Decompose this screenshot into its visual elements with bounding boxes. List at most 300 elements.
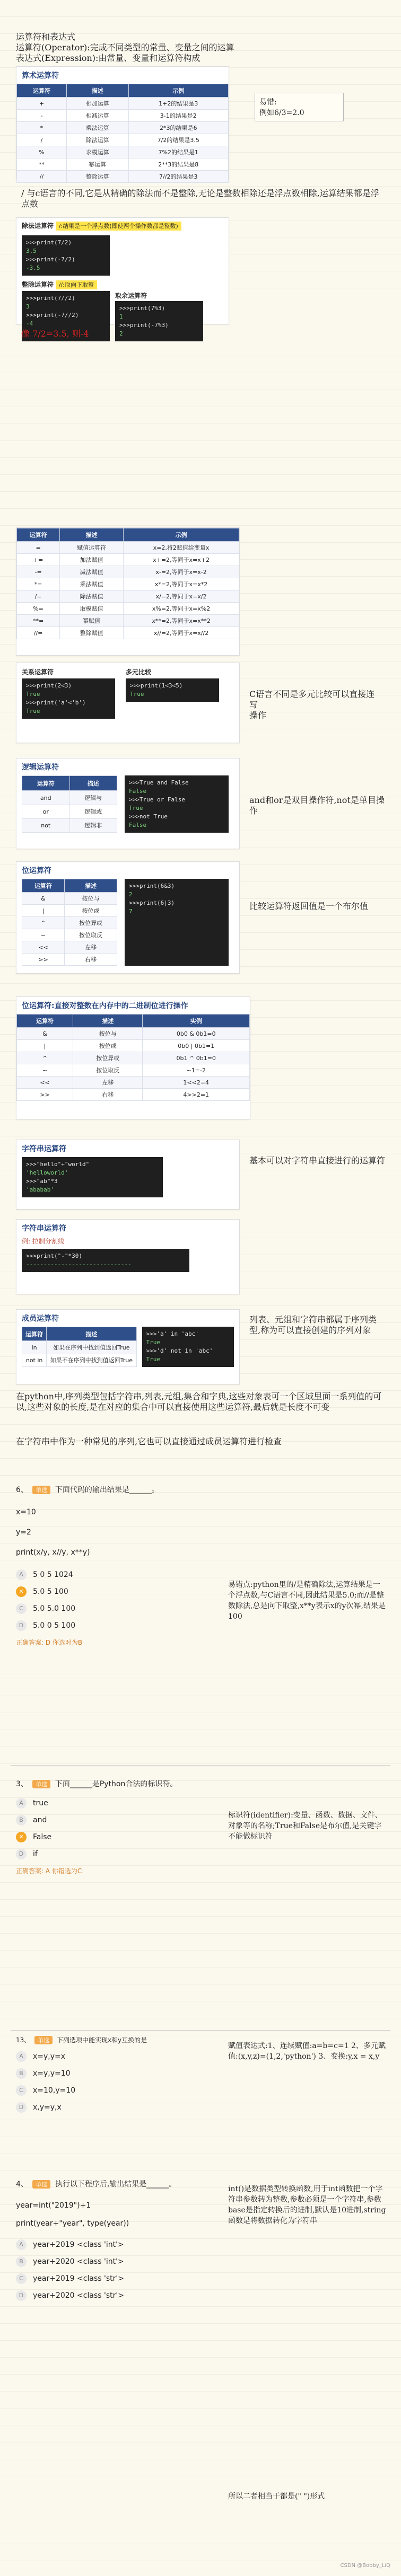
table-row xyxy=(17,554,239,566)
table-cell: 1<<2=4 xyxy=(143,1077,250,1089)
table-cell: ~1=-2 xyxy=(143,1064,250,1077)
table-cell: 按位或 xyxy=(73,1040,143,1052)
code-line: >>>not True xyxy=(129,813,168,820)
q6-code xyxy=(16,1502,217,1563)
logic-card xyxy=(16,758,240,849)
table-cell: 取模赋值 xyxy=(60,603,124,615)
table-cell: x%=2,等同于x=x%2 xyxy=(124,603,239,615)
table-cell: 整除赋值 xyxy=(60,627,124,639)
table-cell: x*=2,等同于x=x*2 xyxy=(124,578,239,590)
q4-num: 4、 xyxy=(16,2180,28,2189)
table-header: 示例 xyxy=(124,528,239,542)
arith-card xyxy=(16,66,229,179)
arith-note-text: 例如6/3=2.0 xyxy=(259,109,304,117)
header-line: 表达式(Expression):由常量、变量和运算符构成 xyxy=(16,53,201,63)
code-line: 2 xyxy=(129,891,133,898)
table-cell: + xyxy=(17,98,67,110)
table-cell: 按位取反 xyxy=(73,1064,143,1077)
table-cell: | xyxy=(22,905,65,917)
q6-answer-text: D 你选对为B xyxy=(45,1639,83,1646)
option-letter: D xyxy=(16,1849,27,1859)
question-3 xyxy=(16,1778,217,1875)
table-cell: 按位与 xyxy=(73,1028,143,1040)
logic-table xyxy=(22,775,117,833)
table-header: 描述 xyxy=(60,528,124,542)
table-cell: 幂赋值 xyxy=(60,615,124,627)
bits-title: 位运算符 xyxy=(22,867,51,875)
code-line: True xyxy=(130,691,144,698)
table-cell: 按位异或 xyxy=(73,1052,143,1064)
table-cell: 右移 xyxy=(73,1089,143,1101)
table-cell: | xyxy=(17,1040,73,1052)
answer-option[interactable] xyxy=(16,1847,217,1861)
option-text: 5.0 0 5 100 xyxy=(33,1621,76,1630)
table-cell: 3-1的结果是2 xyxy=(128,110,228,122)
code-line: 'ababab' xyxy=(26,1186,54,1193)
q3-answer xyxy=(16,1866,217,1875)
option-letter: A xyxy=(16,2051,27,2062)
question-4 xyxy=(16,2178,217,2306)
table-cell: x=2,将2赋值给变量x xyxy=(124,542,239,554)
option-text: if xyxy=(33,1850,38,1858)
compare-note-line: C语言不同是多元比较可以直接连写 xyxy=(249,689,375,710)
table-row xyxy=(22,1354,137,1366)
q3-num: 3、 xyxy=(16,1780,28,1788)
table-header: 示例 xyxy=(128,84,228,98)
q3-answer-prefix: 正确答案: xyxy=(16,1867,44,1875)
table-cell: << xyxy=(22,941,65,954)
table-header: 运算符 xyxy=(17,1014,73,1028)
table-row xyxy=(17,603,239,615)
answer-option[interactable] xyxy=(16,2050,217,2063)
table-row xyxy=(17,110,229,122)
compound-card xyxy=(16,527,240,656)
code-line: >>>print('a'<'b') xyxy=(26,699,86,706)
member-card xyxy=(16,1309,240,1384)
table-header: 运算符 xyxy=(22,879,65,893)
option-letter: B xyxy=(16,1815,27,1825)
option-letter: C xyxy=(16,2273,27,2284)
q4-code-line: print(year+"year", type(year)) xyxy=(16,2219,129,2228)
table-row xyxy=(17,1052,250,1064)
table-row xyxy=(17,566,239,578)
table-cell: 右移 xyxy=(64,954,117,966)
code-line: False xyxy=(129,822,147,828)
table-cell: 7/2的结果是3.5 xyxy=(128,134,228,146)
arith-note-title: 易错: xyxy=(259,98,277,107)
answer-option[interactable] xyxy=(16,1602,217,1616)
code-line: True xyxy=(146,1339,161,1346)
bits-note: 比较运算符返回值是一个布尔值 xyxy=(249,901,369,911)
option-text: true xyxy=(33,1799,48,1807)
option-text: x,y=y,x xyxy=(33,2103,62,2112)
option-text: x=y,y=x xyxy=(33,2052,66,2061)
code-line: True xyxy=(146,1356,161,1363)
logic-note: and和or是双目操作符,not是单目操作 xyxy=(249,795,385,816)
q3-tag: 单选 xyxy=(32,1780,50,1788)
divider xyxy=(11,2030,390,2031)
answer-option[interactable] xyxy=(16,2067,217,2080)
code-line: >>>"hello"+"world" xyxy=(26,1161,90,1168)
code-line: >>>print(7%3) xyxy=(119,305,165,312)
arith-table xyxy=(16,84,229,183)
q6-tag: 单选 xyxy=(32,1486,50,1494)
q6-answer xyxy=(16,1638,217,1647)
table-cell: = xyxy=(17,542,60,554)
table-row xyxy=(17,627,239,639)
q3-options xyxy=(16,1796,217,1861)
table-row xyxy=(17,98,229,110)
code-line: >>>"ab"*3 xyxy=(26,1178,58,1185)
q4-note: int()是数据类型转换函数,用于int函数把一个字符串参数转为整数,参数必须是一个字符串,参数base是指定转换后的进制,默认是10进制,string函数是将数据转化为字符串 xyxy=(228,2185,386,2225)
option-letter: A xyxy=(16,1569,27,1580)
para-floor-example: 像 7/2=3.5, 则-4 xyxy=(21,329,89,339)
div-desc: /:结果是一个浮点数(即使两个操作数都是整数) xyxy=(56,222,181,231)
logic-title: 逻辑运算符 xyxy=(22,763,59,772)
member-note: 列表、元组和字符串都属于序列类型,称为可以直接创建的序列对象 xyxy=(249,1315,377,1335)
option-text: False xyxy=(33,1833,52,1841)
compare-title: 关系运算符 xyxy=(22,668,54,676)
table-cell: 4>>2=1 xyxy=(143,1089,250,1101)
table-cell: not in xyxy=(22,1354,47,1366)
code-line: ------------------------------ xyxy=(26,1261,132,1268)
option-text: year+2019 <class 'int'> xyxy=(33,2240,124,2249)
option-letter: D xyxy=(16,2290,27,2301)
option-text: x=y,y=10 xyxy=(33,2069,71,2078)
table-row xyxy=(17,542,239,554)
table-cell: >> xyxy=(22,954,65,966)
table-row xyxy=(17,146,229,158)
table-cell: 减法赋值 xyxy=(60,566,124,578)
option-text: 5.0 5 100 xyxy=(33,1587,68,1596)
table-cell: 逻辑非 xyxy=(69,818,117,832)
table-cell: %= xyxy=(17,603,60,615)
table-cell: 除法赋值 xyxy=(60,590,124,603)
table-row xyxy=(17,171,229,183)
code-line: >>>'d' not in 'abc' xyxy=(146,1347,213,1354)
option-letter: A xyxy=(16,1798,27,1809)
strops-code xyxy=(22,1157,163,1197)
code-line: -3.5 xyxy=(26,264,40,271)
q6-note: 易错点:python里的/是精确除法,运算结果是一个浮点数,与C语言不同,因此结果是5.0;而//是整数除法,总是向下取整,x**y表示x的y次幂,结果是100 xyxy=(228,1581,386,1621)
table-cell: -= xyxy=(17,566,60,578)
code-line: >>>print(-7//2) xyxy=(26,312,79,319)
answer-option[interactable] xyxy=(16,2272,217,2286)
strops2-title: 字符串运算符 xyxy=(22,1224,66,1233)
table-cell: 如果不在序列中找到值返回True xyxy=(47,1354,136,1366)
option-letter: B xyxy=(16,2068,27,2079)
mod-code xyxy=(115,301,203,341)
table-cell: ^ xyxy=(17,1052,73,1064)
code-line: -4 xyxy=(26,320,33,327)
code-line: False xyxy=(129,788,147,795)
q13-options xyxy=(16,2050,217,2114)
q6-options xyxy=(16,1568,217,1633)
q6-code-line: x=10 xyxy=(16,1508,36,1516)
q3-text: 下面______是Python合法的标识符。 xyxy=(55,1780,178,1788)
code-line: True xyxy=(129,805,143,811)
q13-tag: 单选 xyxy=(34,2036,53,2044)
table-row xyxy=(22,917,117,929)
div-code xyxy=(22,235,110,276)
code-line: 2 xyxy=(119,330,123,337)
table-cell: 1+2的结果是3 xyxy=(128,98,228,110)
table-row xyxy=(17,1040,250,1052)
question-13 xyxy=(16,2035,217,2118)
table-row xyxy=(22,954,117,966)
table-header: 描述 xyxy=(67,84,129,98)
table-cell: 幂运算 xyxy=(67,158,129,171)
code-line: >>>'a' in 'abc' xyxy=(146,1330,199,1337)
table-cell: x**=2,等同于x=x**2 xyxy=(124,615,239,627)
table-cell: x+=2,等同于x=x+2 xyxy=(124,554,239,566)
table-cell: 相减运算 xyxy=(67,110,129,122)
table-cell: 赋值运算符 xyxy=(60,542,124,554)
table-cell: 按位取反 xyxy=(64,929,117,941)
multi-compare-code xyxy=(126,678,219,702)
table-cell: 逻辑与 xyxy=(69,791,117,805)
strops2-card xyxy=(16,1219,240,1294)
table-cell: - xyxy=(17,110,67,122)
answer-option[interactable] xyxy=(16,1585,217,1599)
answer-option[interactable] xyxy=(16,2084,217,2097)
member-title: 成员运算符 xyxy=(22,1315,59,1323)
table-header: 运算符 xyxy=(22,776,70,791)
question-6 xyxy=(16,1484,217,1647)
table-cell: ~ xyxy=(22,929,65,941)
answer-option[interactable] xyxy=(16,2238,217,2252)
q6-code-line: print(x/y, x//y, x**y) xyxy=(16,1548,90,1557)
q6-num: 6、 xyxy=(16,1486,28,1494)
answer-option[interactable] xyxy=(16,1619,217,1633)
q4-code-line: year=int("2019")+1 xyxy=(16,2201,91,2210)
option-text: 5.0 5.0 100 xyxy=(33,1604,76,1613)
option-text: and xyxy=(33,1816,47,1824)
code-line: >>>print(7/2) xyxy=(26,239,72,246)
compare-note-line: 操作 xyxy=(249,710,267,720)
member-table xyxy=(22,1327,137,1367)
header-notes xyxy=(16,32,387,64)
table-header: 描述 xyxy=(64,879,117,893)
table-cell: x-=2,等同于x=x-2 xyxy=(124,566,239,578)
strops-title: 字符串运算符 xyxy=(22,1145,66,1153)
table-cell: /= xyxy=(17,590,60,603)
option-letter: D xyxy=(16,1620,27,1631)
table-cell: 乘法赋值 xyxy=(60,578,124,590)
floor-desc: //:取向下取整 xyxy=(56,280,97,289)
table-cell: 按位异或 xyxy=(64,917,117,929)
table-cell: ^ xyxy=(22,917,65,929)
multi-compare-title: 多元比较 xyxy=(126,668,152,676)
arith-title: 算术运算符 xyxy=(22,72,59,80)
table-cell: ** xyxy=(17,158,67,171)
table-row xyxy=(22,893,117,905)
table-row xyxy=(22,818,117,832)
code-line: >>>print(7//2) xyxy=(26,295,75,302)
table-cell: // xyxy=(17,171,67,183)
table-cell: x/=2,等同于x=x/2 xyxy=(124,590,239,603)
table-row xyxy=(22,805,117,818)
table-cell: >> xyxy=(17,1089,73,1101)
table-cell: 7//2的结果是3 xyxy=(128,171,228,183)
q4-code xyxy=(16,2196,217,2233)
table-row xyxy=(22,905,117,917)
table-cell: 左移 xyxy=(73,1077,143,1089)
table-cell: 乘法运算 xyxy=(67,122,129,134)
code-line: >>>True or False xyxy=(129,796,185,803)
table-cell: * xyxy=(17,122,67,134)
table-cell: << xyxy=(17,1077,73,1089)
code-line: 7 xyxy=(129,908,133,915)
footer-watermark: CSDN @Bobby_LiQ xyxy=(340,2563,390,2569)
table-cell: 如果在序列中找到值返回True xyxy=(47,1341,136,1354)
table-header: 描述 xyxy=(69,776,117,791)
table-cell: 除法运算 xyxy=(67,134,129,146)
table-cell: += xyxy=(17,554,60,566)
table-cell: x//=2,等同于x=x//2 xyxy=(124,627,239,639)
table-cell: not xyxy=(22,818,70,832)
strops-card xyxy=(16,1140,240,1210)
wrong-mark-icon: ✕ xyxy=(16,1586,27,1597)
table-cell: in xyxy=(22,1341,47,1354)
q3-note: 标识符(identifier):变量、函数、数据、文件、对象等的名称;True和False是布尔值,是关键字不能做标识符 xyxy=(228,1811,382,1841)
bits-code xyxy=(125,879,229,966)
table-header: 描述 xyxy=(47,1327,136,1341)
table-row xyxy=(17,1028,250,1040)
table-cell: 0b1 ^ 0b1=0 xyxy=(143,1052,250,1064)
q4-note2: 所以二者相当于都是(" ")形式 xyxy=(228,2492,325,2501)
mod-title: 取余运算符 xyxy=(115,292,147,299)
option-letter: C xyxy=(16,1603,27,1614)
table-cell: 求模运算 xyxy=(67,146,129,158)
code-line: 3 xyxy=(26,303,30,310)
table-cell: 7%2的结果是1 xyxy=(128,146,228,158)
floor-title: 整除运算符 xyxy=(22,281,54,288)
q13-text: 下列选项中能实现x和y互换的是 xyxy=(56,2036,147,2044)
answer-option[interactable] xyxy=(16,2101,217,2114)
table-row xyxy=(22,941,117,954)
bitcalc-card xyxy=(16,996,250,1119)
divider xyxy=(11,1765,390,1766)
table-header: 运算符 xyxy=(17,84,67,98)
q4-tag: 单选 xyxy=(32,2180,50,2189)
table-row xyxy=(22,1341,137,1354)
code-line: >>>print(2<3) xyxy=(26,682,72,689)
answer-option[interactable] xyxy=(16,1813,217,1827)
table-cell: 2**3的结果是8 xyxy=(128,158,228,171)
table-cell: 加法赋值 xyxy=(60,554,124,566)
table-row xyxy=(17,134,229,146)
table-cell: / xyxy=(17,134,67,146)
table-cell: or xyxy=(22,805,70,818)
answer-option[interactable] xyxy=(16,2255,217,2269)
table-cell: 按位或 xyxy=(64,905,117,917)
table-cell: 逻辑或 xyxy=(69,805,117,818)
table-cell: ~ xyxy=(17,1064,73,1077)
q4-options xyxy=(16,2238,217,2302)
bitcalc-title: 位运算符:直接对整数在内存中的二进制位进行操作 xyxy=(22,1002,188,1010)
para-sequence: 在python中,序列类型包括字符串,列表,元组,集合和字典,这些对象表可一个区域里面一系列值的可以,这些对象的长度,是在对应的集合中可以直接使用这些运算符,最后就是长度不可变 xyxy=(16,1391,382,1412)
table-cell: 整除运算 xyxy=(67,171,129,183)
table-cell: % xyxy=(17,146,67,158)
compare-note xyxy=(249,689,382,721)
bitcalc-table xyxy=(16,1014,250,1101)
code-line: >>>print(6|3) xyxy=(129,899,175,906)
table-row xyxy=(17,578,239,590)
q4-text: 执行以下程序后,输出结果是______。 xyxy=(55,2180,177,2189)
compare-code xyxy=(22,678,115,719)
table-row xyxy=(17,615,239,627)
table-header: 运算符 xyxy=(17,528,60,542)
table-cell: & xyxy=(17,1028,73,1040)
compare-card xyxy=(16,663,240,743)
para-string-seq: 在字符串中作为一种常见的序列,它也可以直接通过成员运算符进行检查 xyxy=(16,1436,282,1446)
answer-option[interactable] xyxy=(16,1830,217,1844)
answer-option[interactable] xyxy=(16,1568,217,1582)
option-text: year+2019 <class 'str'> xyxy=(33,2274,124,2283)
answer-option[interactable] xyxy=(16,1796,217,1810)
arith-note xyxy=(255,93,344,121)
table-row xyxy=(22,791,117,805)
table-cell: **= xyxy=(17,615,60,627)
code-line: >>>True and False xyxy=(129,779,189,786)
answer-option[interactable] xyxy=(16,2289,217,2302)
table-cell: 按位与 xyxy=(64,893,117,905)
code-line: >>>print(-7%3) xyxy=(119,322,169,329)
strops-note: 基本可以对字符串直接进行的运算符 xyxy=(249,1155,386,1166)
code-line: 1 xyxy=(119,313,123,320)
code-line: 3.5 xyxy=(26,248,37,254)
table-cell: & xyxy=(22,893,65,905)
code-line: 'helloworld' xyxy=(26,1169,68,1176)
compound-table xyxy=(16,528,239,639)
q13-num: 13、 xyxy=(16,2036,31,2044)
table-header: 运算符 xyxy=(22,1327,47,1341)
table-row xyxy=(22,929,117,941)
table-row xyxy=(17,590,239,603)
strops2-code xyxy=(22,1249,189,1272)
table-cell: 相加运算 xyxy=(67,98,129,110)
q13-note: 赋值表达式:1、连续赋值:a=b=c=1 2、多元赋值:(x,y,z)=(1,2,'python') 3、变换:y,x = x,y xyxy=(228,2042,386,2061)
table-row xyxy=(17,1089,250,1101)
table-cell: *= xyxy=(17,578,60,590)
table-row xyxy=(17,1064,250,1077)
wrong-mark-icon: ✕ xyxy=(16,1832,27,1842)
option-text: year+2020 <class 'str'> xyxy=(33,2291,124,2300)
strops2-sub: 例: 拉制分割线 xyxy=(22,1238,64,1245)
bits-table xyxy=(22,879,117,966)
table-cell: 左移 xyxy=(64,941,117,954)
code-line: True xyxy=(26,708,40,714)
code-line: >>>print(-7/2) xyxy=(26,256,75,263)
table-header: 实例 xyxy=(143,1014,250,1028)
q6-answer-prefix: 正确答案: xyxy=(16,1639,44,1646)
table-cell: and xyxy=(22,791,70,805)
code-line: >>>print(1<3<5) xyxy=(130,682,183,689)
q3-answer-text: A 你错选为C xyxy=(45,1867,82,1875)
para-division: / 与c语言的不同,它是从精确的除法而不是整除,无论是整数相除还是浮点数相除,运算结果都是浮点数 xyxy=(21,188,379,209)
header-line: 运算符(Operator):完成不同类型的常量、变量之间的运算 xyxy=(16,42,234,52)
table-header: 描述 xyxy=(73,1014,143,1028)
member-code xyxy=(142,1327,234,1367)
option-letter: D xyxy=(16,2102,27,2113)
q6-code-line: y=2 xyxy=(16,1528,31,1537)
option-text: x=10,y=10 xyxy=(33,2086,76,2095)
logic-code xyxy=(125,775,229,833)
table-cell: //= xyxy=(17,627,60,639)
option-letter: C xyxy=(16,2085,27,2096)
div-title: 除法运算符 xyxy=(22,222,54,230)
